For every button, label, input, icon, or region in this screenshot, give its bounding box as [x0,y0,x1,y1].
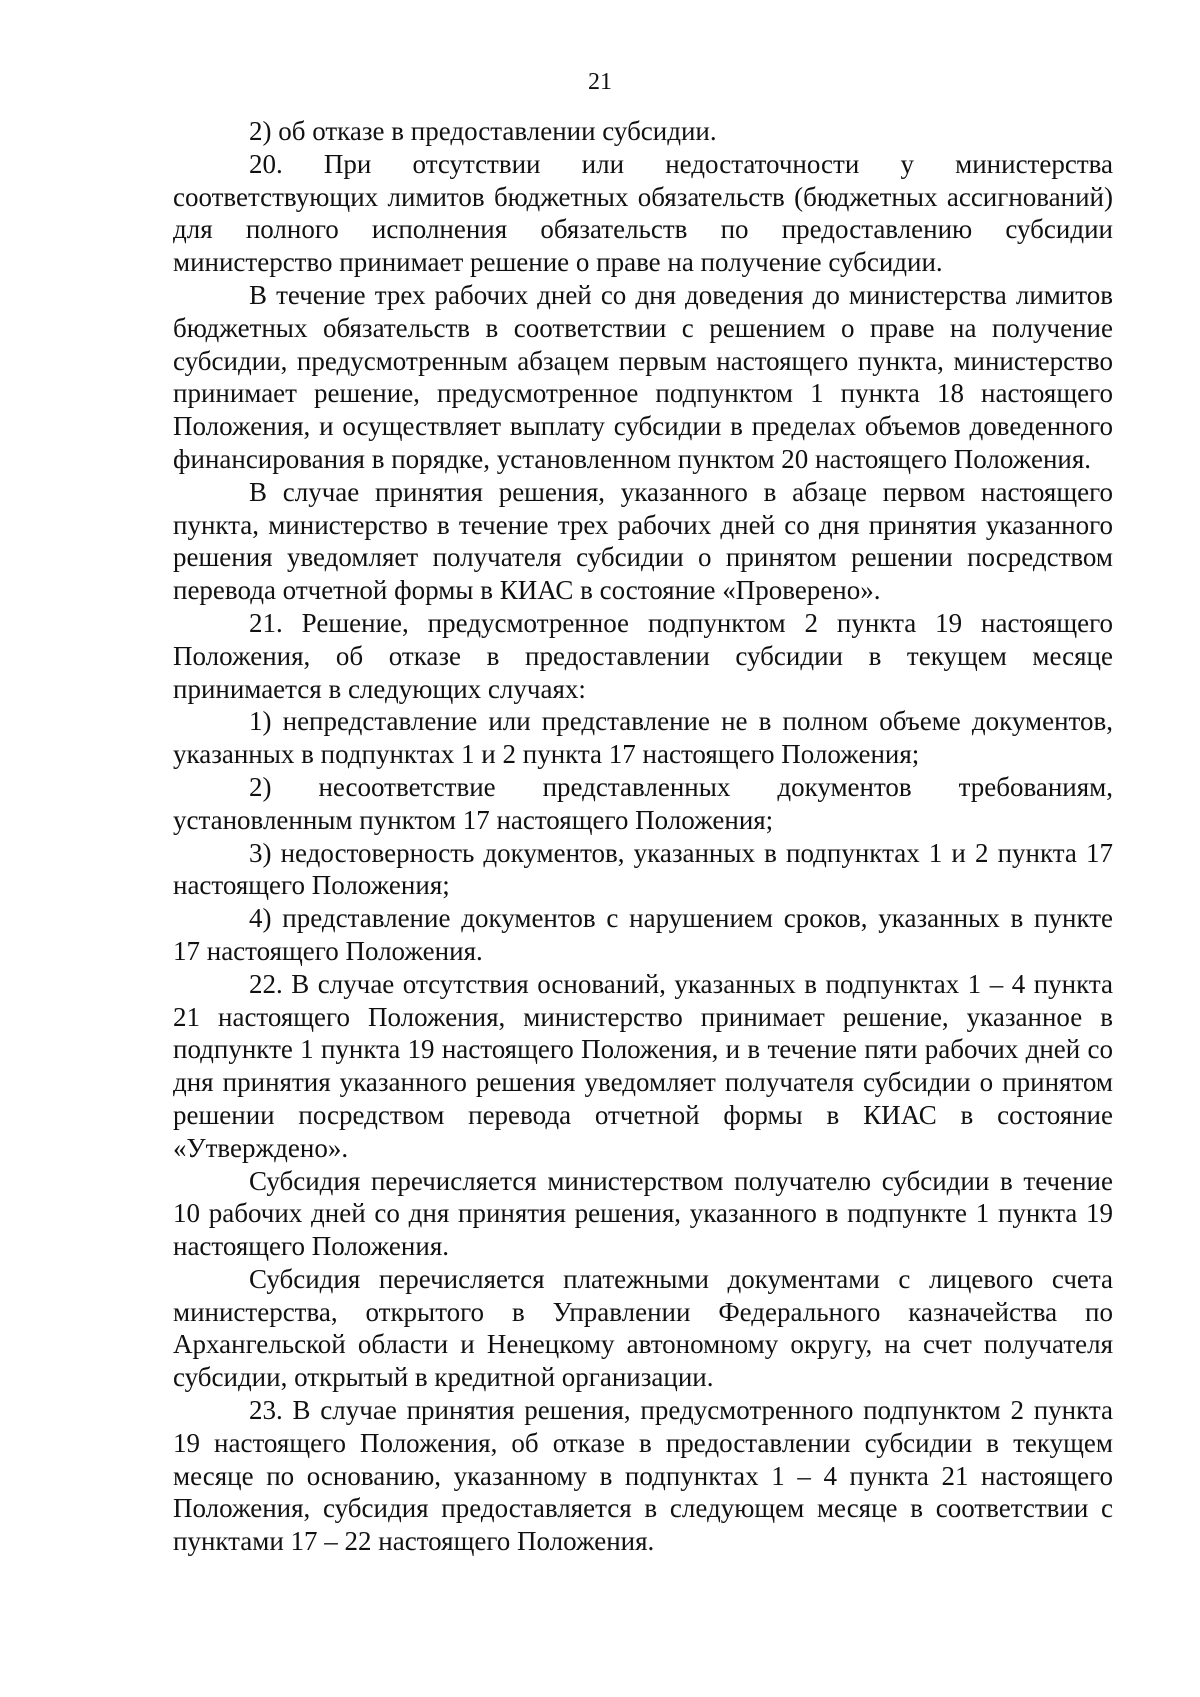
paragraph-clause-22: 22. В случае отсутствия оснований, указанных в подпунктах 1 – 4 пункта 21 настоящего Положения, министерство принимает решение, указанное в подпункте 1 пункта 19 настоящего Положения, и в течение пяти рабочих дней со дня принятия указанного решения уведомляет получателя субсидии о принятом решении посредством перевода отчетной формы в КИАС в состояние «Утверждено». [173,968,1113,1163]
paragraph-clause-20-notification: В случае принятия решения, указанного в абзаце первом настоящего пункта, министерство в течение трех рабочих дней со дня принятия указанного решения уведомляет получателя субсидии о принятом решении посредством перевода отчетной формы в КИАС в состояние «Проверено». [173,476,1113,606]
paragraph-clause-21-item-1: 1) непредставление или представление не в полном объеме документов, указанных в подпунктах 1 и 2 пункта 17 настоящего Положения; [173,706,1113,770]
document-body [173,115,1113,1558]
paragraph-clause-21-item-4: 4) представление документов с нарушением сроков, указанных в пункте 17 настоящего Положения. [173,903,1113,966]
page-number: 21 [588,69,612,95]
paragraph-clause-21-item-3: 3) недостоверность документов, указанных в подпунктах 1 и 2 пункта 17 настоящего Положения; [173,837,1113,901]
paragraph-clause-22-transfer-term: Субсидия перечисляется министерством получателю субсидии в течение 10 рабочих дней со дня принятия решения, указанного в подпункте 1 пункта 19 настоящего Положения. [173,1165,1113,1262]
paragraph-clause-22-payment-docs: Субсидия перечисляется платежными документами с лицевого счета министерства, открытого в Управлении Федерального казначейства по Архангельской области и Ненецкому автономному округу, на счет получателя субсидии, открытый в кредитной организации. [173,1263,1113,1393]
paragraph-clause-20-limits: В течение трех рабочих дней со дня доведения до министерства лимитов бюджетных обязательств в соответствии с решением о праве на получение субсидии, предусмотренным абзацем первым настоящего пункта, министерство принимает решение, предусмотренное подпунктом 1 пункта 18 настоящего Положения, и осуществляет выплату субсидии в пределах объемов доведенного финансирования в порядке, установленном пунктом 20 настоящего Положения. [173,279,1113,474]
paragraph-subitem-2-refusal: 2) об отказе в предоставлении субсидии. [249,116,717,146]
paragraph-clause-23: 23. В случае принятия решения, предусмотренного подпунктом 2 пункта 19 настоящего Положения, об отказе в предоставлении субсидии в текущем месяце по основанию, указанному в подпунктах 1 – 4 пункта 21 настоящего Положения, субсидия предоставляется в следующем месяце в соответствии с пунктами 17 – 22 настоящего Положения. [173,1395,1113,1557]
paragraph-clause-20: 20. При отсутствии или недостаточности у министерства соответствующих лимитов бюджетных обязательств (бюджетных ассигнований) для полного исполнения обязательств по предоставлению субсидии министерство принимает решение о праве на получение субсидии. [173,148,1113,278]
paragraph-clause-21-item-2: 2) несоответствие представленных документов требованиям, установленным пунктом 17 настоящего Положения; [173,771,1113,835]
paragraph-clause-21: 21. Решение, предусмотренное подпунктом 2 пункта 19 настоящего Положения, об отказе в предоставлении субсидии в текущем месяце принимается в следующих случаях: [173,607,1113,704]
